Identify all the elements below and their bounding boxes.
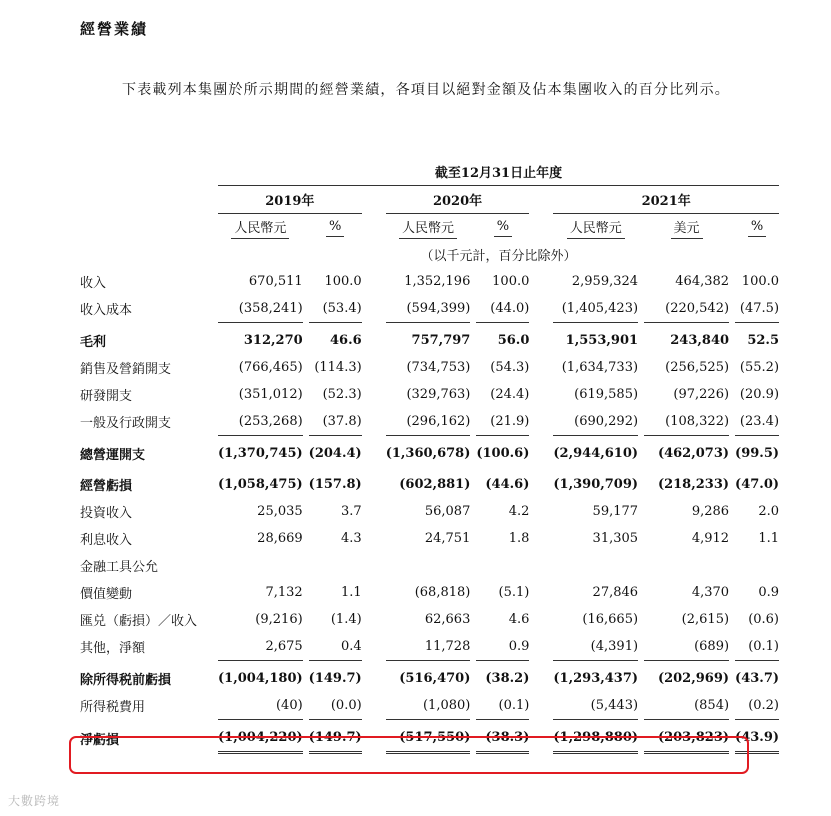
cell-value: (5.1) bbox=[498, 585, 530, 600]
unit-header: 人民幣元 bbox=[567, 217, 625, 239]
cell-value: 670,511 bbox=[248, 274, 303, 289]
cell-value: 4,912 bbox=[691, 531, 730, 546]
cell-value: (108,322) bbox=[644, 408, 729, 436]
cell-value: (55.2) bbox=[739, 360, 780, 375]
unit-header: % bbox=[748, 219, 766, 237]
row-label: 利息收入 bbox=[80, 533, 133, 548]
cell-value: (1.4) bbox=[330, 612, 362, 627]
table-row bbox=[76, 552, 779, 579]
net-loss-highlight bbox=[69, 736, 749, 774]
cell-value: (149.7) bbox=[309, 720, 362, 753]
cell-value: (47.0) bbox=[735, 477, 780, 492]
cell-value: 28,669 bbox=[257, 531, 303, 546]
cell-value: (0.1) bbox=[476, 692, 529, 720]
row-label: 收入成本 bbox=[80, 303, 133, 319]
cell-value: (1,360,678) bbox=[385, 446, 471, 461]
cell-value: (43.9) bbox=[735, 720, 779, 753]
cell-value: (594,399) bbox=[386, 295, 471, 323]
table-row bbox=[76, 268, 779, 295]
cell-value: (329,763) bbox=[406, 387, 471, 402]
cell-value: 2,675 bbox=[218, 633, 303, 661]
cell-value: (296,162) bbox=[386, 408, 471, 436]
cell-value bbox=[644, 552, 729, 579]
cell-value: 243,840 bbox=[670, 333, 730, 348]
cell-value: (100.6) bbox=[476, 446, 530, 461]
cell-value: (43.7) bbox=[735, 671, 780, 686]
cell-value: (1,058,475) bbox=[218, 477, 303, 492]
table-row bbox=[76, 525, 779, 552]
cell-value: (690,292) bbox=[553, 408, 638, 436]
cell-value: 1.1 bbox=[341, 585, 362, 600]
cell-value: (220,542) bbox=[644, 295, 729, 323]
table-row bbox=[76, 498, 779, 525]
year-header: 2019年 bbox=[218, 186, 362, 214]
row-label: 匯兑（虧損）／收入 bbox=[80, 614, 198, 629]
cell-value: (5,443) bbox=[553, 692, 638, 720]
watermark: 大數跨境 bbox=[8, 794, 61, 808]
cell-value: (1,004,180) bbox=[218, 671, 303, 686]
row-label: 投資收入 bbox=[80, 506, 133, 521]
cell-value: (1,634,733) bbox=[561, 360, 639, 375]
cell-value: 0.9 bbox=[476, 633, 529, 661]
cell-value: (462,073) bbox=[657, 446, 730, 461]
cell-value: 31,305 bbox=[592, 531, 639, 546]
row-label: 研發開支 bbox=[80, 389, 133, 404]
cell-value: (619,585) bbox=[574, 387, 639, 402]
cell-value: 59,177 bbox=[592, 504, 639, 519]
row-label: 所得税費用 bbox=[80, 700, 146, 716]
cell-value: (734,753) bbox=[406, 360, 471, 375]
table-row bbox=[76, 467, 779, 498]
cell-value: (54.3) bbox=[490, 360, 530, 375]
cell-value: (1,080) bbox=[386, 692, 471, 720]
cell-value: (20.9) bbox=[739, 387, 780, 402]
cell-value: (0.1) bbox=[735, 633, 779, 661]
unit-header: 美元 bbox=[671, 217, 703, 239]
cell-value: 46.6 bbox=[330, 333, 362, 348]
cell-value: 100.0 bbox=[324, 274, 362, 289]
cell-value: 4.6 bbox=[508, 612, 530, 627]
cell-value: (1,405,423) bbox=[553, 295, 638, 323]
cell-value: 56.0 bbox=[497, 333, 530, 348]
cell-value: 0.9 bbox=[758, 585, 780, 600]
cell-value: (358,241) bbox=[218, 295, 303, 323]
cell-value: (37.8) bbox=[309, 408, 362, 436]
cell-value: (149.7) bbox=[308, 671, 362, 686]
operating-results-table bbox=[76, 158, 779, 754]
table-body bbox=[76, 268, 779, 753]
row-label: 金融工具公允 bbox=[80, 560, 159, 575]
cell-value: (40) bbox=[218, 692, 303, 720]
table-row bbox=[76, 408, 779, 436]
cell-value: (202,969) bbox=[657, 671, 730, 686]
cell-value: 464,382 bbox=[675, 274, 730, 289]
cell-value: 56,087 bbox=[424, 504, 471, 519]
cell-value: 62,663 bbox=[424, 612, 471, 627]
cell-value: (204.4) bbox=[308, 446, 362, 461]
cell-value: 100.0 bbox=[492, 274, 530, 289]
unit-header: % bbox=[326, 219, 344, 237]
table-row bbox=[76, 381, 779, 408]
cell-value: (47.5) bbox=[735, 295, 779, 323]
cell-value: (0.2) bbox=[735, 692, 779, 720]
cell-value: 7,132 bbox=[265, 585, 303, 600]
row-label: 一般及行政開支 bbox=[80, 416, 172, 432]
table-row bbox=[76, 323, 779, 355]
cell-value: (253,268) bbox=[218, 408, 303, 436]
cell-value: (689) bbox=[644, 633, 729, 661]
row-label: 價值變動 bbox=[80, 587, 133, 602]
unit-header: 人民幣元 bbox=[399, 217, 457, 239]
table-row bbox=[76, 661, 779, 693]
table-row bbox=[76, 436, 779, 468]
cell-value bbox=[735, 552, 779, 579]
cell-value: (0.6) bbox=[748, 612, 780, 627]
cell-value: (854) bbox=[644, 692, 729, 720]
cell-value: (1,390,709) bbox=[553, 477, 639, 492]
cell-value: 757,797 bbox=[411, 333, 471, 348]
cell-value: (203,823) bbox=[644, 720, 729, 753]
cell-value: 52.5 bbox=[747, 333, 780, 348]
cell-value: (2,944,610) bbox=[553, 446, 639, 461]
cell-value bbox=[218, 552, 303, 579]
row-label: 其他，淨額 bbox=[80, 641, 146, 657]
table-row bbox=[76, 354, 779, 381]
cell-value: (1,293,437) bbox=[553, 671, 639, 686]
table-row bbox=[76, 633, 779, 661]
year-header: 2021年 bbox=[553, 186, 779, 214]
row-label: 銷售及營銷開支 bbox=[80, 362, 172, 377]
cell-value: 25,035 bbox=[257, 504, 303, 519]
section-heading: 經營業績 bbox=[80, 20, 149, 38]
year-header: 2020年 bbox=[386, 186, 530, 214]
period-header: 截至12月31日止年度 bbox=[218, 158, 779, 186]
row-label: 除所得税前虧損 bbox=[80, 672, 172, 688]
row-label: 毛利 bbox=[80, 334, 107, 350]
row-label: 收入 bbox=[80, 276, 107, 291]
cell-value: (38.2) bbox=[485, 671, 530, 686]
cell-value: 3.7 bbox=[341, 504, 362, 519]
table-row bbox=[76, 606, 779, 633]
cell-value: (351,012) bbox=[238, 387, 303, 402]
cell-value: 1,553,901 bbox=[565, 333, 639, 348]
cell-value: (4,391) bbox=[553, 633, 638, 661]
cell-value bbox=[309, 552, 362, 579]
cell-value: 100.0 bbox=[741, 274, 780, 289]
cell-value: (16,665) bbox=[582, 612, 639, 627]
table-row bbox=[76, 692, 779, 720]
cell-value: 11,728 bbox=[386, 633, 471, 661]
cell-value: (157.8) bbox=[308, 477, 362, 492]
cell-value: 9,286 bbox=[691, 504, 730, 519]
cell-value: 0.4 bbox=[309, 633, 362, 661]
cell-value: (1,370,745) bbox=[218, 446, 303, 461]
cell-value: (97,226) bbox=[673, 387, 730, 402]
cell-value: 4,370 bbox=[691, 585, 730, 600]
cell-value: (114.3) bbox=[314, 360, 362, 375]
cell-value bbox=[553, 552, 638, 579]
cell-value: (9,216) bbox=[255, 612, 303, 627]
cell-value: 2.0 bbox=[758, 504, 780, 519]
cell-value: 2,959,324 bbox=[571, 274, 639, 289]
cell-value: (766,465) bbox=[238, 360, 303, 375]
cell-value: 312,270 bbox=[243, 333, 303, 348]
cell-value: (44.0) bbox=[476, 295, 529, 323]
cell-value: (256,525) bbox=[665, 360, 730, 375]
row-label: 經營虧損 bbox=[80, 479, 133, 494]
cell-value: (1,298,880) bbox=[553, 720, 638, 753]
unit-header: 人民幣元 bbox=[231, 217, 289, 239]
cell-value: 4.3 bbox=[341, 531, 362, 546]
row-label: 淨虧損 bbox=[80, 732, 120, 748]
cell-value: (38.3) bbox=[476, 720, 529, 753]
cell-value: 4.2 bbox=[508, 504, 530, 519]
cell-value: (24.4) bbox=[490, 387, 530, 402]
cell-value: (23.4) bbox=[735, 408, 779, 436]
cell-value: (44.6) bbox=[485, 477, 530, 492]
intro-paragraph: 下表載列本集團於所示期間的經營業績，各項目以絕對金額及佔本集團收入的百分比列示。 bbox=[122, 82, 730, 98]
cell-value: (99.5) bbox=[735, 446, 780, 461]
cell-value: (2,615) bbox=[681, 612, 730, 627]
table-row bbox=[76, 295, 779, 323]
cell-value: (1,004,220) bbox=[218, 720, 303, 753]
cell-value: 1.8 bbox=[508, 531, 530, 546]
cell-value: (602,881) bbox=[399, 477, 471, 492]
table-row bbox=[76, 579, 779, 606]
unit-header: % bbox=[494, 219, 512, 237]
cell-value: (53.4) bbox=[309, 295, 362, 323]
cell-value: (68,818) bbox=[414, 585, 471, 600]
row-label: 總營運開支 bbox=[80, 447, 146, 463]
cell-value: (517,550) bbox=[386, 720, 471, 753]
cell-value: 24,751 bbox=[424, 531, 471, 546]
cell-value: 1.1 bbox=[758, 531, 780, 546]
cell-value: (0.0) bbox=[309, 692, 362, 720]
cell-value: (21.9) bbox=[476, 408, 529, 436]
cell-value: (218,233) bbox=[657, 477, 730, 492]
cell-value bbox=[386, 552, 471, 579]
cell-value: (52.3) bbox=[322, 387, 362, 402]
cell-value: 1,352,196 bbox=[404, 274, 471, 289]
cell-value bbox=[476, 552, 529, 579]
cell-value: 27,846 bbox=[592, 585, 639, 600]
units-note: （以千元計，百分比除外） bbox=[420, 249, 577, 264]
cell-value: (516,470) bbox=[399, 671, 471, 686]
